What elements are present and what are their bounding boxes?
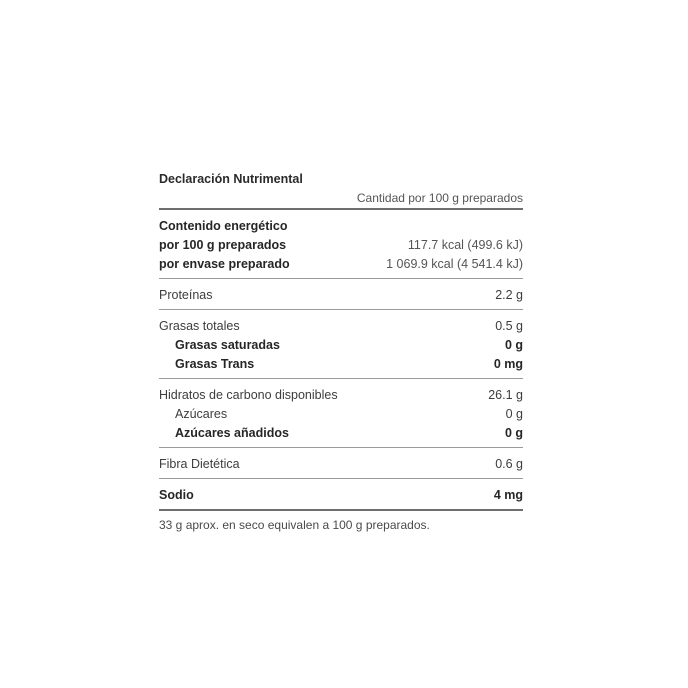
divider [159, 478, 523, 479]
energy-per100-row [159, 235, 523, 254]
nutrition-facts-panel [159, 170, 523, 532]
fats-trans-value: 0 mg [493, 356, 523, 371]
sodium-row [159, 485, 523, 504]
proteins-label: Proteínas [159, 287, 213, 302]
energy-perpack-value: 1 069.9 kcal (4 541.4 kJ) [386, 256, 523, 271]
divider [159, 509, 523, 511]
divider [159, 208, 523, 210]
energy-per100-value: 117.7 kcal (499.6 kJ) [407, 237, 523, 252]
fats-total-label: Grasas totales [159, 318, 240, 333]
added-sugars-row [159, 423, 523, 442]
energy-heading: Contenido energético [159, 218, 288, 233]
added-sugars-label: Azúcares añadidos [175, 425, 289, 440]
footnote: 33 g aprox. en seco equivalen a 100 g preparados. [159, 518, 430, 532]
divider [159, 278, 523, 279]
fats-sat-value: 0 g [504, 337, 523, 352]
fats-sat-row [159, 335, 523, 354]
divider [159, 378, 523, 379]
fats-trans-row [159, 354, 523, 373]
sodium-label: Sodio [159, 487, 194, 502]
fats-trans-label: Grasas Trans [175, 356, 255, 371]
carbs-value: 26.1 g [488, 387, 523, 402]
proteins-value: 2.2 g [495, 287, 523, 302]
energy-per100-label: por 100 g preparados [159, 237, 287, 252]
carbs-label: Hidratos de carbono disponibles [159, 387, 338, 402]
fats-total-value: 0.5 g [495, 318, 523, 333]
panel-title: Declaración Nutrimental [159, 172, 303, 186]
proteins-row [159, 285, 523, 304]
divider [159, 309, 523, 310]
sugars-value: 0 g [505, 406, 523, 421]
sugars-row [159, 404, 523, 423]
added-sugars-value: 0 g [504, 425, 523, 440]
fats-sat-label: Grasas saturadas [175, 337, 280, 352]
fiber-row [159, 454, 523, 473]
sugars-label: Azúcares [175, 406, 228, 421]
fiber-value: 0.6 g [495, 456, 523, 471]
fiber-label: Fibra Dietética [159, 456, 240, 471]
divider [159, 447, 523, 448]
column-header: Cantidad por 100 g preparados [356, 191, 523, 205]
energy-perpack-label: por envase preparado [159, 256, 290, 271]
energy-heading-row [159, 216, 523, 235]
carbs-row [159, 385, 523, 404]
energy-perpack-row [159, 254, 523, 273]
sodium-value: 4 mg [493, 487, 523, 502]
fats-total-row [159, 316, 523, 335]
